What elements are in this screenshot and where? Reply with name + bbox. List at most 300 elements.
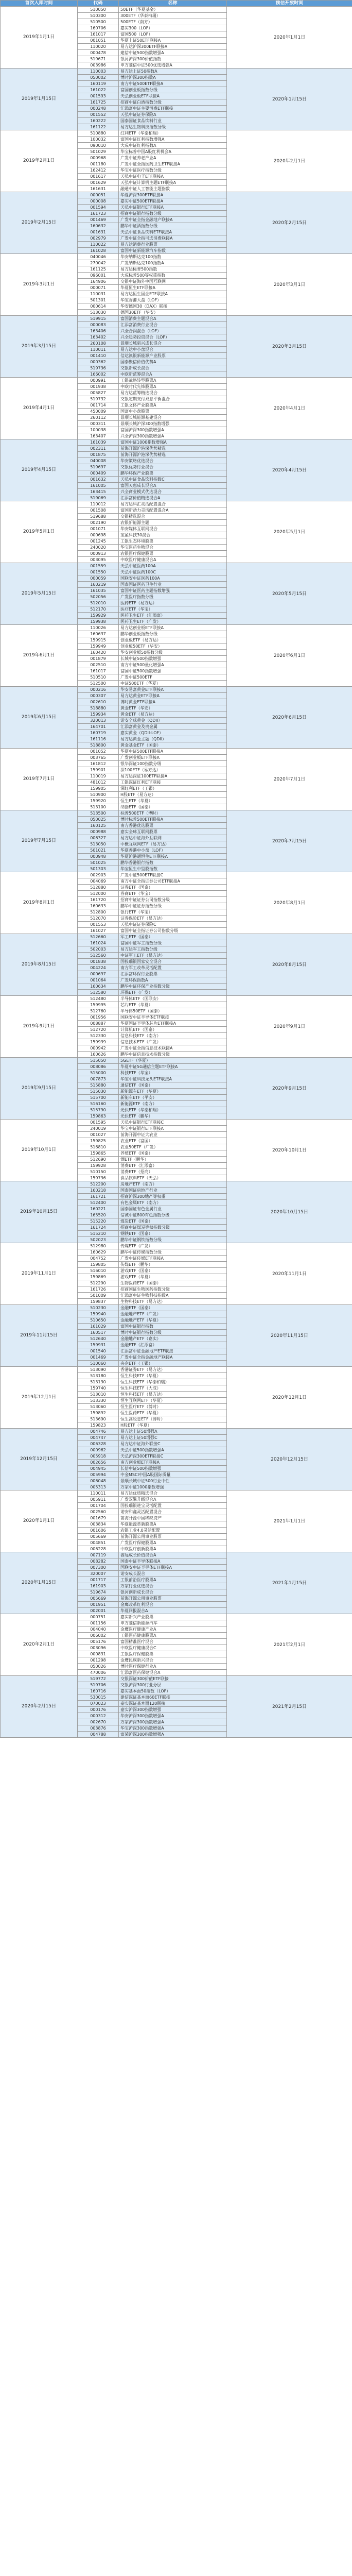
group-open-time-cell[interactable]: 2020年5月1日	[227, 501, 352, 563]
fund-code-cell[interactable]: 515880	[78, 1082, 119, 1089]
fund-code-cell[interactable]: 519736	[78, 365, 119, 371]
fund-code-cell[interactable]: 512690	[78, 1157, 119, 1163]
fund-code-cell[interactable]: 001606	[78, 1528, 119, 1534]
fund-code-cell[interactable]: 164701	[78, 724, 119, 730]
fund-code-cell[interactable]: 008086	[78, 1064, 119, 1070]
fund-code-cell[interactable]: 502003	[78, 946, 119, 953]
fund-name-cell[interactable]: 酒ETF（鹏华）	[119, 1157, 227, 1163]
fund-name-cell[interactable]: 汇添富中证生物科技指数A	[119, 1293, 227, 1299]
fund-code-cell[interactable]: 001071	[78, 526, 119, 532]
group-date-cell[interactable]: 2019年3月15日	[1, 316, 78, 378]
fund-code-cell[interactable]: 512760	[78, 1008, 119, 1014]
fund-code-cell[interactable]: 000698	[78, 532, 119, 538]
fund-code-cell[interactable]: 481012	[78, 779, 119, 786]
group-date-cell[interactable]: 2019年8月1日	[1, 872, 78, 934]
fund-code-cell[interactable]: 515220	[78, 1218, 119, 1225]
fund-code-cell[interactable]: 160517	[78, 1330, 119, 1336]
fund-code-cell[interactable]: 160637	[78, 631, 119, 637]
fund-name-cell[interactable]: 医药卫生ETF（汇添富）	[119, 613, 227, 619]
fund-name-cell[interactable]: 长信中证500指数增强	[119, 1466, 227, 1472]
fund-name-cell[interactable]: 科技ETF（华宝）	[119, 1070, 227, 1076]
fund-code-cell[interactable]: 003986	[78, 62, 119, 69]
fund-code-cell[interactable]: 001508	[78, 507, 119, 514]
fund-name-cell[interactable]: 深100ETF（易方达）	[119, 767, 227, 773]
fund-name-cell[interactable]: 国联安中证半导体ETF联接	[119, 1014, 227, 1021]
group-open-time-cell[interactable]: 2020年12月1日	[227, 1367, 352, 1429]
header-note[interactable]: 预估开放时间	[227, 1, 352, 7]
fund-name-cell[interactable]: 国联安中证半导体ETF联接A	[119, 1565, 227, 1571]
fund-name-cell[interactable]: 广发中证500ETF	[119, 674, 227, 681]
fund-code-cell[interactable]: 159940	[78, 1311, 119, 1317]
fund-name-cell[interactable]: 鹏华中证信息技术指数分级	[119, 1052, 227, 1058]
fund-name-cell[interactable]: 招商国证生物医药指数分级	[119, 1286, 227, 1293]
fund-code-cell[interactable]: 519671	[78, 56, 119, 62]
group-date-cell[interactable]: 2019年1月15日	[1, 69, 78, 130]
fund-code-cell[interactable]: 513500	[78, 810, 119, 817]
group-open-time-cell[interactable]: 2020年11月1日	[227, 1243, 352, 1305]
fund-code-cell[interactable]: 000913	[78, 551, 119, 557]
fund-code-cell[interactable]: 003834	[78, 1521, 119, 1528]
fund-name-cell[interactable]: 易方达中小盘混合	[119, 347, 227, 353]
group-open-time-cell[interactable]: 2020年10月15日	[227, 1181, 352, 1243]
fund-name-cell[interactable]: 新能源车ETF（华夏）	[119, 1089, 227, 1095]
group-date-cell[interactable]: 2019年11月1日	[1, 1243, 78, 1305]
fund-name-cell[interactable]: 易方达黄金主题（QDII）	[119, 736, 227, 742]
fund-code-cell[interactable]: 518800	[78, 742, 119, 749]
fund-name-cell[interactable]: 汇添富中证金融地产ETF联接	[119, 1348, 227, 1354]
fund-code-cell[interactable]: 001875	[78, 452, 119, 458]
fund-name-cell[interactable]: 工银文体产业股票A	[119, 402, 227, 409]
fund-code-cell[interactable]: 000216	[78, 687, 119, 693]
fund-code-cell[interactable]: 001553	[78, 922, 119, 928]
fund-name-cell[interactable]: 新能源ETF（南方）	[119, 1101, 227, 1107]
fund-code-cell[interactable]: 001180	[78, 161, 119, 167]
fund-code-cell[interactable]: 001594	[78, 205, 119, 211]
fund-name-cell[interactable]: 鹏华中证环保产业指数分级	[119, 984, 227, 990]
fund-code-cell[interactable]: 160218	[78, 1188, 119, 1194]
fund-name-cell[interactable]: 黄金ETF（华安）	[119, 705, 227, 711]
fund-name-cell[interactable]: 天弘中证计算机主题ETF联接A	[119, 180, 227, 186]
fund-code-cell[interactable]: 003095	[78, 557, 119, 563]
fund-code-cell[interactable]: 110031	[78, 291, 119, 297]
fund-name-cell[interactable]: 广发纳斯达克100指数A	[119, 260, 227, 266]
fund-name-cell[interactable]: 广发中证500ETF联接C	[119, 872, 227, 878]
group-open-time-cell[interactable]: 2020年3月1日	[227, 254, 352, 316]
fund-code-cell[interactable]: 001595	[78, 1120, 119, 1126]
fund-code-cell[interactable]: 160632	[78, 223, 119, 229]
fund-code-cell[interactable]: 161723	[78, 211, 119, 217]
fund-name-cell[interactable]: 中概互联网ETF（易方达）	[119, 841, 227, 848]
fund-code-cell[interactable]: 004069	[78, 878, 119, 885]
fund-code-cell[interactable]: 519688	[78, 514, 119, 520]
fund-code-cell[interactable]: 000311	[78, 421, 119, 427]
fund-code-cell[interactable]: 005669	[78, 1534, 119, 1540]
group-open-time-cell[interactable]: 2020年6月15日	[227, 687, 352, 749]
fund-code-cell[interactable]: 519069	[78, 495, 119, 501]
group-open-time-cell[interactable]: 2020年9月1日	[227, 996, 352, 1058]
fund-name-cell[interactable]: 博时沪深300指数A	[119, 75, 227, 81]
fund-name-cell[interactable]: 天弘中证医药100A	[119, 563, 227, 569]
fund-code-cell[interactable]: 001469	[78, 217, 119, 223]
fund-name-cell[interactable]: 华安纳斯达克100指数	[119, 254, 227, 260]
fund-code-cell[interactable]: 006228	[78, 1546, 119, 1552]
group-date-cell[interactable]: 2019年4月1日	[1, 378, 78, 439]
fund-name-cell[interactable]: 国泰国证医药卫生行业	[119, 582, 227, 588]
fund-code-cell[interactable]: 160219	[78, 582, 119, 588]
fund-code-cell[interactable]: 512660	[78, 934, 119, 940]
fund-name-cell[interactable]: 金鹰医疗健康产业A	[119, 1626, 227, 1633]
fund-name-cell[interactable]: 易方达标普500指数	[119, 266, 227, 273]
fund-name-cell[interactable]: 有色金属ETF（南方）	[119, 1200, 227, 1206]
fund-code-cell[interactable]: 005911	[78, 1497, 119, 1503]
fund-name-cell[interactable]: 信达澳银新能源产业股票	[119, 353, 227, 359]
group-open-time-cell[interactable]: 2020年10月1日	[227, 1120, 352, 1181]
fund-name-cell[interactable]: 富国精准医疗混合	[119, 1639, 227, 1645]
fund-name-cell[interactable]: 嘉实300（LOF）	[119, 25, 227, 31]
fund-name-cell[interactable]: 天弘中证银行ETF联接C	[119, 1120, 227, 1126]
fund-name-cell[interactable]: 天弘沪深300ETF联接C	[119, 1453, 227, 1460]
fund-name-cell[interactable]: 交银沪深300行业分层	[119, 1682, 227, 1688]
fund-code-cell[interactable]: 100032	[78, 137, 119, 143]
fund-code-cell[interactable]: 516010	[78, 1268, 119, 1274]
fund-code-cell[interactable]: 001298	[78, 1657, 119, 1664]
fund-code-cell[interactable]: 161017	[78, 31, 119, 38]
fund-code-cell[interactable]: 510150	[78, 1169, 119, 1175]
fund-name-cell[interactable]: 德国30ETF（华安）	[119, 310, 227, 316]
fund-code-cell[interactable]: 161005	[78, 483, 119, 489]
fund-name-cell[interactable]: 华夏沪港通恒生ETF联接A	[119, 854, 227, 860]
fund-name-cell[interactable]: 恒生ETF（华夏）	[119, 798, 227, 804]
fund-code-cell[interactable]: 000083	[78, 322, 119, 328]
fund-code-cell[interactable]: 006048	[78, 1478, 119, 1484]
group-date-cell[interactable]: 2019年3月1日	[1, 254, 78, 316]
fund-code-cell[interactable]: 001838	[78, 959, 119, 965]
fund-code-cell[interactable]: 161631	[78, 186, 119, 192]
fund-code-cell[interactable]: 513010	[78, 1392, 119, 1398]
fund-name-cell[interactable]: 广发双擎升级混合A	[119, 1497, 227, 1503]
fund-code-cell[interactable]: 163407	[78, 433, 119, 439]
fund-name-cell[interactable]: 嘉实基本面50指数（LOF）	[119, 1688, 227, 1694]
fund-name-cell[interactable]: 诺安成长混合	[119, 1571, 227, 1577]
fund-code-cell[interactable]: 163402	[78, 334, 119, 341]
group-date-cell[interactable]: 2020年1月1日	[1, 1490, 78, 1552]
fund-name-cell[interactable]: 兴全合润混合（LOF）	[119, 328, 227, 334]
fund-code-cell[interactable]: 159934	[78, 711, 119, 718]
fund-code-cell[interactable]: 110026	[78, 625, 119, 631]
group-date-cell[interactable]: 2019年9月1日	[1, 996, 78, 1058]
fund-name-cell[interactable]: 信息科技ETF（南方）	[119, 1033, 227, 1039]
fund-code-cell[interactable]: 100038	[78, 427, 119, 433]
fund-code-cell[interactable]: 110022	[78, 242, 119, 248]
fund-code-cell[interactable]: 003876	[78, 1725, 119, 1732]
fund-code-cell[interactable]: 040008	[78, 458, 119, 464]
fund-code-cell[interactable]: 040046	[78, 254, 119, 260]
fund-code-cell[interactable]: 006327	[78, 835, 119, 841]
fund-code-cell[interactable]: 002190	[78, 520, 119, 526]
fund-name-cell[interactable]: 恒生医疗ETF（博时）	[119, 1404, 227, 1410]
fund-code-cell[interactable]: 004040	[78, 1626, 119, 1633]
fund-code-cell[interactable]: 512580	[78, 990, 119, 996]
fund-name-cell[interactable]: 易方达深证100ETF联接A	[119, 773, 227, 779]
fund-code-cell[interactable]: 000071	[78, 285, 119, 291]
fund-name-cell[interactable]: 国泰国证房地产行业	[119, 1188, 227, 1194]
fund-code-cell[interactable]: 515050	[78, 1058, 119, 1064]
fund-name-cell[interactable]: 工银战略转型股票A	[119, 378, 227, 384]
fund-name-cell[interactable]: 博时标普500ETF联接A	[119, 817, 227, 823]
fund-name-cell[interactable]: 医药ETF（易方达）	[119, 600, 227, 606]
fund-name-cell[interactable]: 易方达恒生国企ETF联接A	[119, 291, 227, 297]
fund-name-cell[interactable]: 黄金基金ETF（国泰）	[119, 742, 227, 749]
fund-code-cell[interactable]: 090010	[78, 143, 119, 149]
fund-code-cell[interactable]: 161724	[78, 1225, 119, 1231]
fund-code-cell[interactable]: 161039	[78, 439, 119, 446]
fund-code-cell[interactable]: 001027	[78, 1132, 119, 1138]
fund-name-cell[interactable]: 汇添富医药保健混合A	[119, 1670, 227, 1676]
fund-name-cell[interactable]: 华安易富黄金ETF联接A	[119, 687, 227, 693]
fund-name-cell[interactable]: 消费ETF（汇添富）	[119, 1163, 227, 1169]
fund-name-cell[interactable]: 南方香港优选股票	[119, 823, 227, 829]
fund-name-cell[interactable]: 华宝中证医疗指数分级	[119, 167, 227, 174]
fund-code-cell[interactable]: 000051	[78, 192, 119, 198]
fund-code-cell[interactable]: 001552	[78, 112, 119, 118]
fund-code-cell[interactable]: 513330	[78, 1398, 119, 1404]
fund-code-cell[interactable]: 007300	[78, 1565, 119, 1571]
group-date-cell[interactable]: 2019年12月1日	[1, 1367, 78, 1429]
fund-code-cell[interactable]: 001631	[78, 229, 119, 235]
fund-code-cell[interactable]: 519697	[78, 464, 119, 470]
fund-code-cell[interactable]: 110012	[78, 501, 119, 507]
fund-name-cell[interactable]: 天弘中证食品饮料指数C	[119, 477, 227, 483]
fund-name-cell[interactable]: H股ETF（易方达）	[119, 792, 227, 798]
fund-name-cell[interactable]: 养殖ETF（国泰）	[119, 1150, 227, 1157]
fund-name-cell[interactable]: 新能车ETF（平安）	[119, 1095, 227, 1101]
fund-code-cell[interactable]: 001717	[78, 1577, 119, 1583]
fund-code-cell[interactable]: 004752	[78, 1256, 119, 1262]
fund-code-cell[interactable]: 000176	[78, 1707, 119, 1713]
fund-name-cell[interactable]: 工银前沿医疗股票A	[119, 1577, 227, 1583]
fund-code-cell[interactable]: 519674	[78, 1589, 119, 1596]
fund-code-cell[interactable]: 501025	[78, 860, 119, 866]
group-date-cell[interactable]: 2019年4月15日	[1, 439, 78, 501]
group-date-cell[interactable]: 2019年6月15日	[1, 687, 78, 749]
fund-name-cell[interactable]: 嘉实全球互联网股票	[119, 829, 227, 835]
fund-code-cell[interactable]: 512170	[78, 606, 119, 613]
group-date-cell[interactable]: 2020年1月15日	[1, 1552, 78, 1614]
fund-code-cell[interactable]: 515790	[78, 1107, 119, 1113]
fund-code-cell[interactable]: 510510	[78, 674, 119, 681]
group-date-cell[interactable]: 2019年7月1日	[1, 749, 78, 810]
fund-code-cell[interactable]: 513690	[78, 1416, 119, 1422]
group-date-cell[interactable]: 2019年12月15日	[1, 1429, 78, 1490]
fund-code-cell[interactable]: 159865	[78, 1150, 119, 1157]
fund-name-cell[interactable]: 金鹰民族新兴混合	[119, 1657, 227, 1664]
fund-code-cell[interactable]: 001704	[78, 1503, 119, 1509]
fund-name-cell[interactable]: 恒生医药ETF（华夏）	[119, 1410, 227, 1416]
fund-code-cell[interactable]: 002903	[78, 872, 119, 878]
fund-code-cell[interactable]: 161725	[78, 99, 119, 106]
fund-name-cell[interactable]: 证券ETF（国泰）	[119, 885, 227, 891]
fund-code-cell[interactable]: 004945	[78, 1466, 119, 1472]
fund-code-cell[interactable]: 004788	[78, 1732, 119, 1738]
fund-name-cell[interactable]: 生物医药ETF（国泰）	[119, 1280, 227, 1286]
fund-name-cell[interactable]: 鹏华中证酒指数分级	[119, 223, 227, 229]
fund-name-cell[interactable]: 50ETF（华夏基金）	[119, 7, 227, 13]
fund-code-cell[interactable]: 161812	[78, 761, 119, 767]
fund-name-cell[interactable]: 银河创新成长混合	[119, 1589, 227, 1596]
fund-code-cell[interactable]: 513030	[78, 310, 119, 316]
fund-name-cell[interactable]: 前海开源沪港深优势精选	[119, 446, 227, 452]
fund-code-cell[interactable]: 050026	[78, 1664, 119, 1670]
fund-code-cell[interactable]: 001064	[78, 977, 119, 984]
group-date-cell[interactable]: 2019年5月1日	[1, 501, 78, 563]
fund-code-cell[interactable]: 510880	[78, 130, 119, 137]
fund-code-cell[interactable]: 070023	[78, 1701, 119, 1707]
fund-name-cell[interactable]: 南方创业板ETF联接A	[119, 1460, 227, 1466]
fund-code-cell[interactable]: 161035	[78, 588, 119, 594]
fund-code-cell[interactable]: 159928	[78, 1163, 119, 1169]
fund-name-cell[interactable]: 传媒ETF（广发）	[119, 1243, 227, 1249]
fund-code-cell[interactable]: 000614	[78, 303, 119, 310]
fund-code-cell[interactable]: 001469	[78, 1354, 119, 1361]
fund-name-cell[interactable]: 军工ETF（国泰）	[119, 934, 227, 940]
fund-code-cell[interactable]: 260108	[78, 341, 119, 347]
fund-code-cell[interactable]: 050002	[78, 75, 119, 81]
fund-code-cell[interactable]: 007119	[78, 1552, 119, 1558]
fund-name-cell[interactable]: 中证500ETF（华夏）	[119, 681, 227, 687]
fund-name-cell[interactable]: 医疗ETF（华宝）	[119, 606, 227, 613]
fund-name-cell[interactable]: 国泰国证食品饮料行业	[119, 118, 227, 124]
fund-name-cell[interactable]: 标普500ETF（博时）	[119, 810, 227, 817]
fund-code-cell[interactable]: 001550	[78, 569, 119, 575]
fund-name-cell[interactable]: 医药卫生ETF（广发）	[119, 619, 227, 625]
fund-name-cell[interactable]: 华宝沪深300指数增强A	[119, 1725, 227, 1732]
fund-name-cell[interactable]: 金融地产ETF（广发）	[119, 1311, 227, 1317]
fund-name-cell[interactable]: 信息技术ETF（广发）	[119, 1039, 227, 1045]
fund-code-cell[interactable]: 515700	[78, 1095, 119, 1101]
fund-name-cell[interactable]: 游戏ETF（国泰）	[119, 1268, 227, 1274]
fund-code-cell[interactable]: 320013	[78, 718, 119, 724]
fund-name-cell[interactable]: 嘉实黄金（QDII-LOF）	[119, 730, 227, 736]
fund-code-cell[interactable]: 160222	[78, 118, 119, 124]
fund-name-cell[interactable]: 国泰国证有色金属行业	[119, 1206, 227, 1212]
fund-code-cell[interactable]: 005827	[78, 390, 119, 396]
fund-name-cell[interactable]: 招商中证白酒指数分级	[119, 99, 227, 106]
fund-code-cell[interactable]: 513050	[78, 841, 119, 848]
fund-code-cell[interactable]: 161022	[78, 87, 119, 93]
fund-code-cell[interactable]: 160629	[78, 1249, 119, 1256]
fund-code-cell[interactable]: 001559	[78, 563, 119, 569]
fund-name-cell[interactable]: 嘉实新兴产业股票	[119, 1614, 227, 1620]
group-date-cell[interactable]: 2019年7月15日	[1, 810, 78, 872]
fund-code-cell[interactable]: 006002	[78, 1633, 119, 1639]
fund-name-cell[interactable]: 睿远成长价值混合A	[119, 1552, 227, 1558]
header-name[interactable]: 名称	[119, 1, 227, 7]
fund-code-cell[interactable]: 001617	[78, 174, 119, 180]
fund-name-cell[interactable]: 华夏能源革新股票A	[119, 1521, 227, 1528]
fund-code-cell[interactable]: 519706	[78, 1682, 119, 1688]
fund-name-cell[interactable]: 国富中小盘股票	[119, 409, 227, 415]
fund-code-cell[interactable]: 159863	[78, 1113, 119, 1120]
fund-name-cell[interactable]: 游戏ETF（华夏）	[119, 1274, 227, 1280]
fund-name-cell[interactable]: 易方达上证50增强A	[119, 1429, 227, 1435]
fund-name-cell[interactable]: 中证军工ETF（易方达）	[119, 953, 227, 959]
fund-name-cell[interactable]: 景顺长城中证500行业中性	[119, 1478, 227, 1484]
group-date-cell[interactable]: 2019年6月1日	[1, 625, 78, 687]
fund-code-cell[interactable]: 513060	[78, 1404, 119, 1410]
fund-code-cell[interactable]: 519732	[78, 396, 119, 402]
fund-code-cell[interactable]: 000988	[78, 829, 119, 835]
fund-name-cell[interactable]: 广发中证传媒ETF联接A	[119, 1256, 227, 1262]
fund-name-cell[interactable]: 农业ETF（富国）	[119, 1138, 227, 1144]
fund-name-cell[interactable]: 消费ETF（招商）	[119, 1169, 227, 1175]
fund-name-cell[interactable]: 前海开源公用事业股票	[119, 1534, 227, 1540]
group-date-cell[interactable]: 2019年10月15日	[1, 1181, 78, 1243]
fund-code-cell[interactable]: 159929	[78, 613, 119, 619]
fund-name-cell[interactable]: 华宝中证科技龙头ETF联接A	[119, 1076, 227, 1082]
fund-name-cell[interactable]: 长城中证500指数增强	[119, 656, 227, 662]
group-open-time-cell[interactable]: 2020年7月15日	[227, 810, 352, 872]
fund-code-cell[interactable]: 160634	[78, 984, 119, 990]
group-open-time-cell[interactable]: 2020年8月15日	[227, 934, 352, 996]
fund-code-cell[interactable]: 240019	[78, 1126, 119, 1132]
fund-code-cell[interactable]: 161116	[78, 736, 119, 742]
fund-code-cell[interactable]: 161017	[78, 668, 119, 674]
fund-name-cell[interactable]: 汇添富黄金及贵金属	[119, 724, 227, 730]
fund-code-cell[interactable]: 159905	[78, 786, 119, 792]
fund-code-cell[interactable]: 470006	[78, 1670, 119, 1676]
fund-name-cell[interactable]: 5GETF（华夏）	[119, 1058, 227, 1064]
fund-name-cell[interactable]: 广发创业板ETF联接A	[119, 755, 227, 761]
fund-code-cell[interactable]: 513130	[78, 1379, 119, 1385]
fund-code-cell[interactable]: 515000	[78, 1070, 119, 1076]
fund-name-cell[interactable]: 光伏ETF（华泰柏瑞）	[119, 1107, 227, 1113]
fund-name-cell[interactable]: 鹏华中证证券指数分级	[119, 903, 227, 909]
fund-name-cell[interactable]: 鹏华创业板指数分级	[119, 631, 227, 637]
fund-name-cell[interactable]: 交银中证海外中国互联网	[119, 279, 227, 285]
fund-name-cell[interactable]: 华安德国30（DAX）联接	[119, 303, 227, 310]
fund-code-cell[interactable]: 160420	[78, 650, 119, 656]
fund-name-cell[interactable]: 兴全商业模式优选混合	[119, 489, 227, 495]
fund-code-cell[interactable]: 163406	[78, 328, 119, 334]
fund-name-cell[interactable]: 华安媒体互联网混合	[119, 526, 227, 532]
fund-code-cell[interactable]: 512720	[78, 1027, 119, 1033]
fund-code-cell[interactable]: 512400	[78, 1200, 119, 1206]
fund-name-cell[interactable]: 富国500（LOF）	[119, 31, 227, 38]
fund-name-cell[interactable]: 交银定期支付双息平衡混合	[119, 396, 227, 402]
fund-name-cell[interactable]: 易方达生物科技指数分级	[119, 124, 227, 130]
fund-name-cell[interactable]: 华安沪深300指数增强A	[119, 1713, 227, 1719]
fund-code-cell[interactable]: 001052	[78, 749, 119, 755]
fund-code-cell[interactable]: 000991	[78, 378, 119, 384]
fund-code-cell[interactable]: 001629	[78, 180, 119, 186]
fund-code-cell[interactable]: 512640	[78, 1336, 119, 1342]
fund-name-cell[interactable]: 兴全沪深300指数增强A	[119, 433, 227, 439]
fund-code-cell[interactable]: 518880	[78, 705, 119, 711]
fund-code-cell[interactable]: 502056	[78, 594, 119, 600]
fund-code-cell[interactable]: 161721	[78, 1194, 119, 1200]
fund-code-cell[interactable]: 000697	[78, 971, 119, 977]
fund-name-cell[interactable]: 融通中证人工智能主题指数	[119, 186, 227, 192]
fund-name-cell[interactable]: 券商ETF（华宝）	[119, 891, 227, 897]
fund-code-cell[interactable]: 512330	[78, 1033, 119, 1039]
fund-name-cell[interactable]: 恒生高股息ETF（博时）	[119, 1416, 227, 1422]
fund-code-cell[interactable]: 001714	[78, 402, 119, 409]
fund-code-cell[interactable]: 502023	[78, 1237, 119, 1243]
fund-name-cell[interactable]: 富国中证医药主题指数增强	[119, 588, 227, 594]
fund-name-cell[interactable]: 鹏华环保产业股票	[119, 470, 227, 477]
fund-code-cell[interactable]: 003096	[78, 1645, 119, 1651]
fund-code-cell[interactable]: 008282	[78, 1558, 119, 1565]
